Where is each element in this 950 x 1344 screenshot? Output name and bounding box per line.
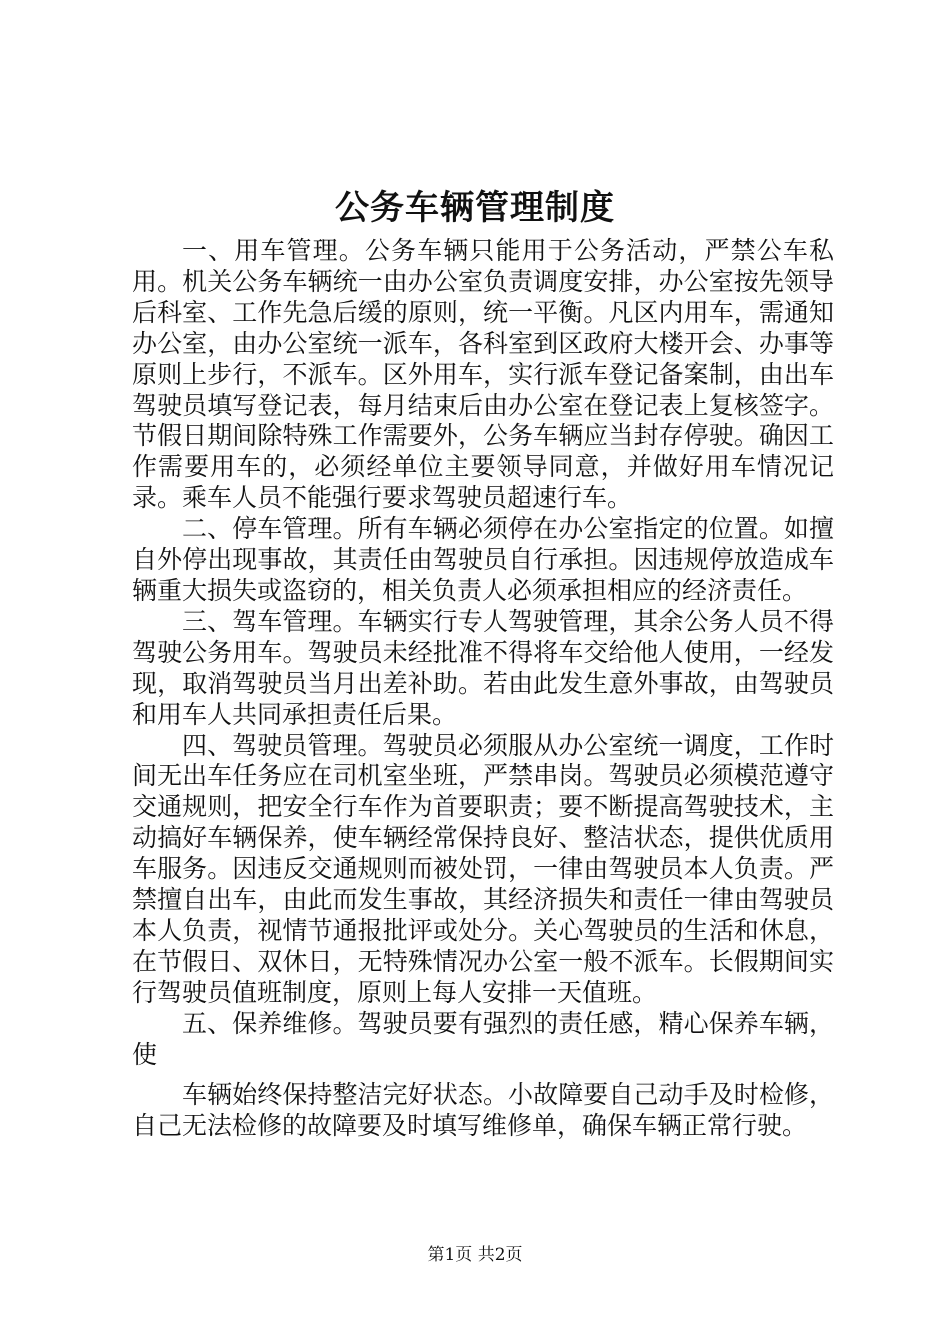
paragraph-vehicle-use: 一、用车管理。公务车辆只能用于公务活动，严禁公车私用。机关公务车辆统一由办公室负责调度安排，办公室按先领导后科室、工作先急后缓的原则，统一平衡。凡区内用车，需通知办公室，由办公室统一派车，各科室到区政府大楼开会、办事等原则上步行，不派车。区外用车，实行派车登记备案制，由出车驾驶员填写登记表，每月结束后由办公室在登记表上复核签字。节假日期间除特殊工作需要外，公务车辆应当封存停驶。确因工作需要用车的，必须经单位主要领导同意，并做好用车情况记录。乘车人员不能强行要求驾驶员超速行车。 (132, 236, 834, 513)
paragraph-maintenance: 五、保养维修。驾驶员要有强烈的责任感，精心保养车辆，使 (132, 1008, 834, 1069)
paragraph-driving: 三、驾车管理。车辆实行专人驾驶管理，其余公务人员不得驾驶公务用车。驾驶员未经批准不得将车交给他人使用，一经发现，取消驾驶员当月出差补助。若由此发生意外事故，由驾驶员和用车人共同承担责任后果。 (132, 606, 834, 729)
paragraph-driver-management: 四、驾驶员管理。驾驶员必须服从办公室统一调度，工作时间无出车任务应在司机室坐班，严禁串岗。驾驶员必须模范遵守交通规则，把安全行车作为首要职责；要不断提高驾驶技术，主动搞好车辆保养，使车辆经常保持良好、整洁状态，提供优质用车服务。因违反交通规则而被处罚，一律由驾驶员本人负责。严禁擅自出车，由此而发生事故，其经济损失和责任一律由驾驶员本人负责，视情节通报批评或处分。关心驾驶员的生活和休息，在节假日、双休日，无特殊情况办公室一般不派车。长假期间实行驾驶员值班制度，原则上每人安排一天值班。 (132, 730, 834, 1007)
document-body (132, 236, 834, 1142)
document-title: 公务车辆管理制度 (335, 188, 615, 228)
paragraph-parking: 二、停车管理。所有车辆必须停在办公室指定的位置。如擅自外停出现事故，其责任由驾驶员自行承担。因违规停放造成车辆重大损失或盗窃的，相关负责人必须承担相应的经济责任。 (132, 514, 834, 605)
page-number-footer: 第1页 共2页 (427, 1245, 523, 1265)
paragraph-maintenance-continued: 车辆始终保持整洁完好状态。小故障要自己动手及时检修，自己无法检修的故障要及时填写维修单，确保车辆正常行驶。 (132, 1080, 834, 1141)
